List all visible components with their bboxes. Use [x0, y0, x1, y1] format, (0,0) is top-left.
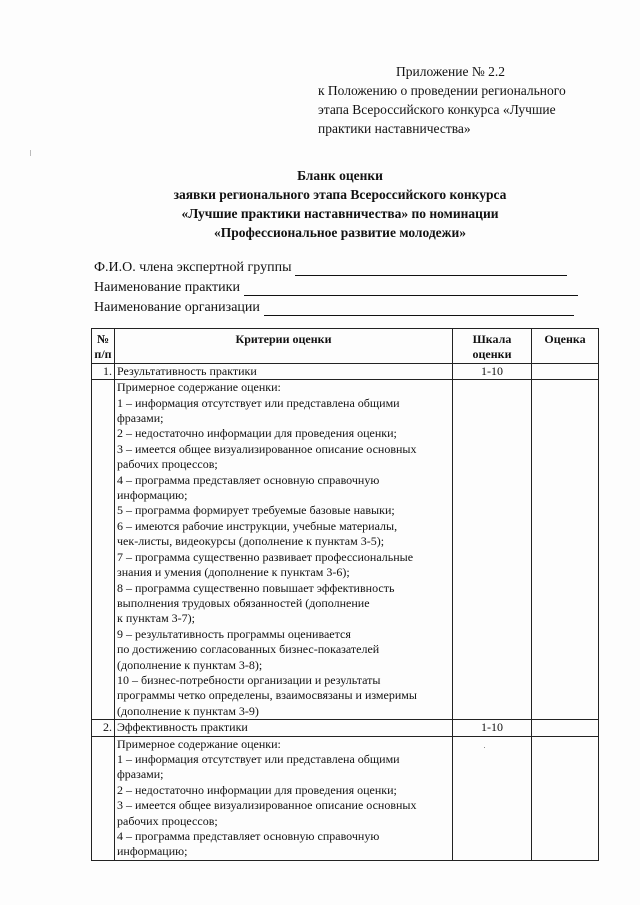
header-mark: Оценка	[532, 329, 599, 364]
appendix-line: практики наставничества»	[318, 121, 471, 136]
header-scale-line: оценки	[472, 347, 512, 362]
header-scale-line: Шкала	[472, 332, 512, 346]
row-scale: 1-10	[453, 363, 532, 379]
table-row	[92, 363, 599, 379]
field-blank-line[interactable]	[264, 301, 574, 316]
detail-line: 3 – имеется общее визуализированное описание основных	[117, 798, 417, 813]
field-blank-line[interactable]	[295, 261, 567, 276]
form-fields	[94, 256, 594, 316]
detail-line: чек-листы, видеокурсы (дополнение к пунктам 3-5);	[117, 534, 385, 549]
detail-line: фразами;	[117, 411, 164, 426]
row-mark-cell[interactable]	[532, 363, 599, 379]
detail-line: программы четко определены, взаимосвязаны и измеримы	[117, 688, 417, 703]
header-num-line: №	[96, 332, 110, 346]
detail-line: информацию;	[117, 488, 188, 503]
detail-line: 9 – результативность программы оценивается	[117, 626, 351, 641]
empty-cell	[532, 380, 599, 720]
field-label: Наименование практики	[94, 280, 240, 295]
field-blank-line[interactable]	[244, 281, 578, 296]
row-scale: 1-10	[453, 720, 532, 736]
detail-line: (дополнение к пунктам 3-9)	[117, 703, 259, 718]
header-scale	[453, 329, 532, 364]
scan-speck	[484, 747, 485, 748]
detail-line: фразами;	[117, 767, 164, 782]
row-mark-cell[interactable]	[532, 720, 599, 736]
detail-line: 3 – имеется общее визуализированное описание основных	[117, 441, 417, 456]
detail-line: Примерное содержание оценки:	[117, 380, 281, 395]
field-label: Ф.И.О. члена экспертной группы	[94, 260, 292, 275]
row-number: 1.	[92, 363, 115, 379]
table-row	[92, 720, 599, 736]
detail-line: 8 – программа существенно повышает эффективность	[117, 580, 395, 595]
detail-line: информацию;	[117, 844, 188, 859]
detail-line: рабочих процессов;	[117, 457, 218, 472]
detail-line: 1 – информация отсутствует или представлена общими	[117, 395, 400, 410]
detail-line: Примерное содержание оценки:	[117, 736, 281, 751]
table-header-row	[92, 329, 599, 364]
empty-cell	[92, 736, 115, 860]
scan-margin-mark	[30, 150, 31, 156]
header-criteria: Критерии оценки	[115, 329, 453, 364]
detail-line: выполнения трудовых обязанностей (дополнение	[117, 595, 370, 610]
title-line: заявки регионального этапа Всероссийского конкурса	[173, 187, 507, 202]
field-label: Наименование организации	[94, 300, 260, 315]
appendix-line: к Положению о проведении регионального	[318, 83, 566, 98]
detail-line: 1 – информация отсутствует или представлена общими	[117, 751, 400, 766]
detail-line: 6 – имеются рабочие инструкции, учебные материалы,	[117, 518, 398, 533]
detail-line: 5 – программа формирует требуемые базовые навыки;	[117, 503, 395, 518]
field-organization-name	[94, 296, 594, 316]
empty-cell	[453, 380, 532, 720]
evaluation-table	[91, 328, 599, 861]
title-line: «Профессиональное развитие молодежи»	[214, 225, 466, 240]
empty-cell	[453, 736, 532, 860]
criterion-details	[115, 736, 453, 860]
detail-line: 2 – недостаточно информации для проведения оценки;	[117, 782, 397, 797]
table-row-details	[92, 380, 599, 720]
field-practice-name	[94, 276, 594, 296]
title-line: «Лучшие практики наставничества» по номинации	[181, 206, 499, 221]
detail-line: 4 – программа представляет основную справочную	[117, 472, 380, 487]
detail-line: рабочих процессов;	[117, 813, 218, 828]
row-criterion: Эффективность практики	[115, 720, 453, 736]
empty-cell	[92, 380, 115, 720]
empty-cell	[532, 736, 599, 860]
detail-line: 7 – программа существенно развивает профессиональные	[117, 549, 414, 564]
detail-line: по достижению согласованных бизнес-показателей	[117, 642, 380, 657]
appendix-number: Приложение № 2.2	[396, 64, 505, 79]
row-number: 2.	[92, 720, 115, 736]
detail-line: 10 – бизнес-потребности организации и результаты	[117, 672, 381, 687]
table-row-details	[92, 736, 599, 860]
detail-line: (дополнение к пунктам 3-8);	[117, 657, 263, 672]
document-title	[90, 166, 590, 242]
detail-line: 2 – недостаточно информации для проведения оценки;	[117, 426, 397, 441]
appendix-header	[318, 62, 618, 138]
appendix-line: этапа Всероссийского конкурса «Лучшие	[318, 102, 556, 117]
title-line: Бланк оценки	[297, 168, 383, 183]
field-expert-name	[94, 256, 594, 276]
row-criterion: Результативность практики	[115, 363, 453, 379]
header-num	[92, 329, 115, 364]
criterion-details	[115, 380, 453, 720]
detail-line: к пунктам 3-7);	[117, 611, 195, 626]
detail-line: знания и умения (дополнение к пунктам 3-6);	[117, 565, 350, 580]
detail-line: 4 – программа представляет основную справочную	[117, 829, 380, 843]
header-num-line: п/п	[94, 347, 112, 362]
